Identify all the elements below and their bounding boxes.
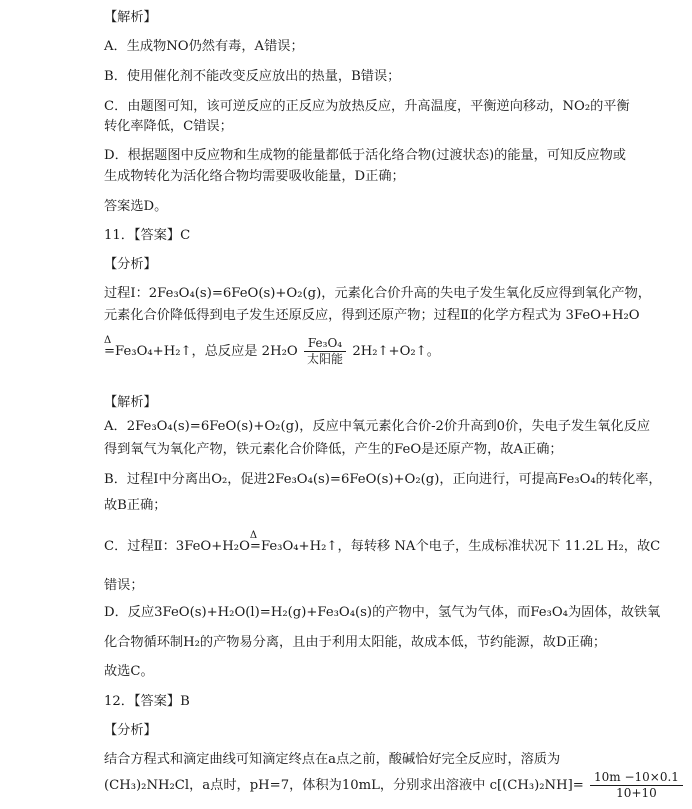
text-line: 结合方程式和滴定曲线可知滴定终点在a点之前，酸碱恰好完全反应时，溶质为 [104,752,561,767]
text-line: 【解析】 [104,10,157,25]
text-line: 转化率降低，C错误； [104,119,233,134]
text-line: C．由题图可知，该可逆反应的正反应为放热反应，升高温度，平衡逆向移动，NO₂的平衡 [104,99,630,114]
text-line: 错误； [104,578,144,593]
text-line: 生成物转化为活化络合物均需要吸收能量，D正确； [104,169,405,184]
concentration-line [104,770,685,801]
reaction-condition [304,336,346,367]
last-prefix: (CH₃)₂NH₂Cl，a点时，pH=7，体积为10mL，分别求出溶液中 c[(CH₃)₂NH]= [104,778,584,793]
text-line: 答案选D。 [104,199,168,214]
eq2-prefix: C．过程Ⅱ：3FeO+H₂O [104,539,250,554]
fraction-numerator: 10m −10×0.1 [590,770,683,786]
text-line: A．生成物NO仍然有毒，A错误； [104,39,304,54]
text-line: D．根据题图中反应物和生成物的能量都低于活化络合物(过渡状态)的能量，可知反应物或 [104,148,626,163]
fraction-denominator: 10+10 [616,786,657,800]
text-line: D．反应3FeO(s)+H₂O(l)=H₂(g)+Fe₃O₄(s)的产物中，氢气为气体，而Fe₃O₄为固体，故铁氧 [104,605,661,620]
eq1-left: =Fe₃O₄+H₂↑，总反应是 2H₂O [104,344,298,359]
delta-symbol: Δ [104,335,112,346]
text-line: 【解析】 [104,395,157,410]
eq2-suffix: =Fe₃O₄+H₂↑，每转移 NA个电子，生成标准状况下 11.2L H₂，故C [249,539,661,554]
equation-line-1 [104,336,440,367]
catalyst-label: Fe₃O₄ [304,336,346,352]
concentration-fraction [590,770,683,801]
text-line: 11．【答案】C [104,228,191,243]
delta-symbol-2: Δ [249,530,258,541]
text-line: B．使用催化剂不能改变反应放出的热量，B错误； [104,69,401,84]
text-line: 得到氧气为氧化产物，铁元素化合价降低，产生的FeO是还原产物，故A正确； [104,442,563,457]
text-line: 过程Ⅰ：2Fe₃O₄(s)=6FeO(s)+O₂(g)，元素化合价升高的失电子发生氧化反应得到氧化产物， [104,286,651,301]
text-line: A．2Fe₃O₄(s)=6FeO(s)+O₂(g)，反应中氧元素化合价-2价升高到0价，失电子发生氧化反应 [104,419,651,434]
eq1-right: 2H₂↑+O₂↑。 [352,344,440,359]
energy-source-label: 太阳能 [306,352,343,366]
heating-arrow-2 [249,530,661,557]
equation-line-2 [104,530,661,557]
text-line: B．过程Ⅰ中分离出O₂，促进2Fe₃O₄(s)=6FeO(s)+O₂(g)，正向进行，可提高Fe₃O₄的转化率， [104,472,662,487]
text-line: 故选C。 [104,664,154,679]
text-line: 故B正确； [104,498,167,513]
heating-arrow [104,335,298,362]
text-line: 【分析】 [104,723,157,738]
text-line: 元素化合价降低得到电子发生还原反应，得到还原产物；过程Ⅱ的化学方程式为 3FeO+H₂O [104,308,640,323]
text-line: 【分析】 [104,257,157,272]
text-line: 化合物循环制H₂的产物易分离，且由于利用太阳能，故成本低，节约能源，故D正确； [104,635,607,650]
text-line: 12．【答案】B [104,694,190,709]
